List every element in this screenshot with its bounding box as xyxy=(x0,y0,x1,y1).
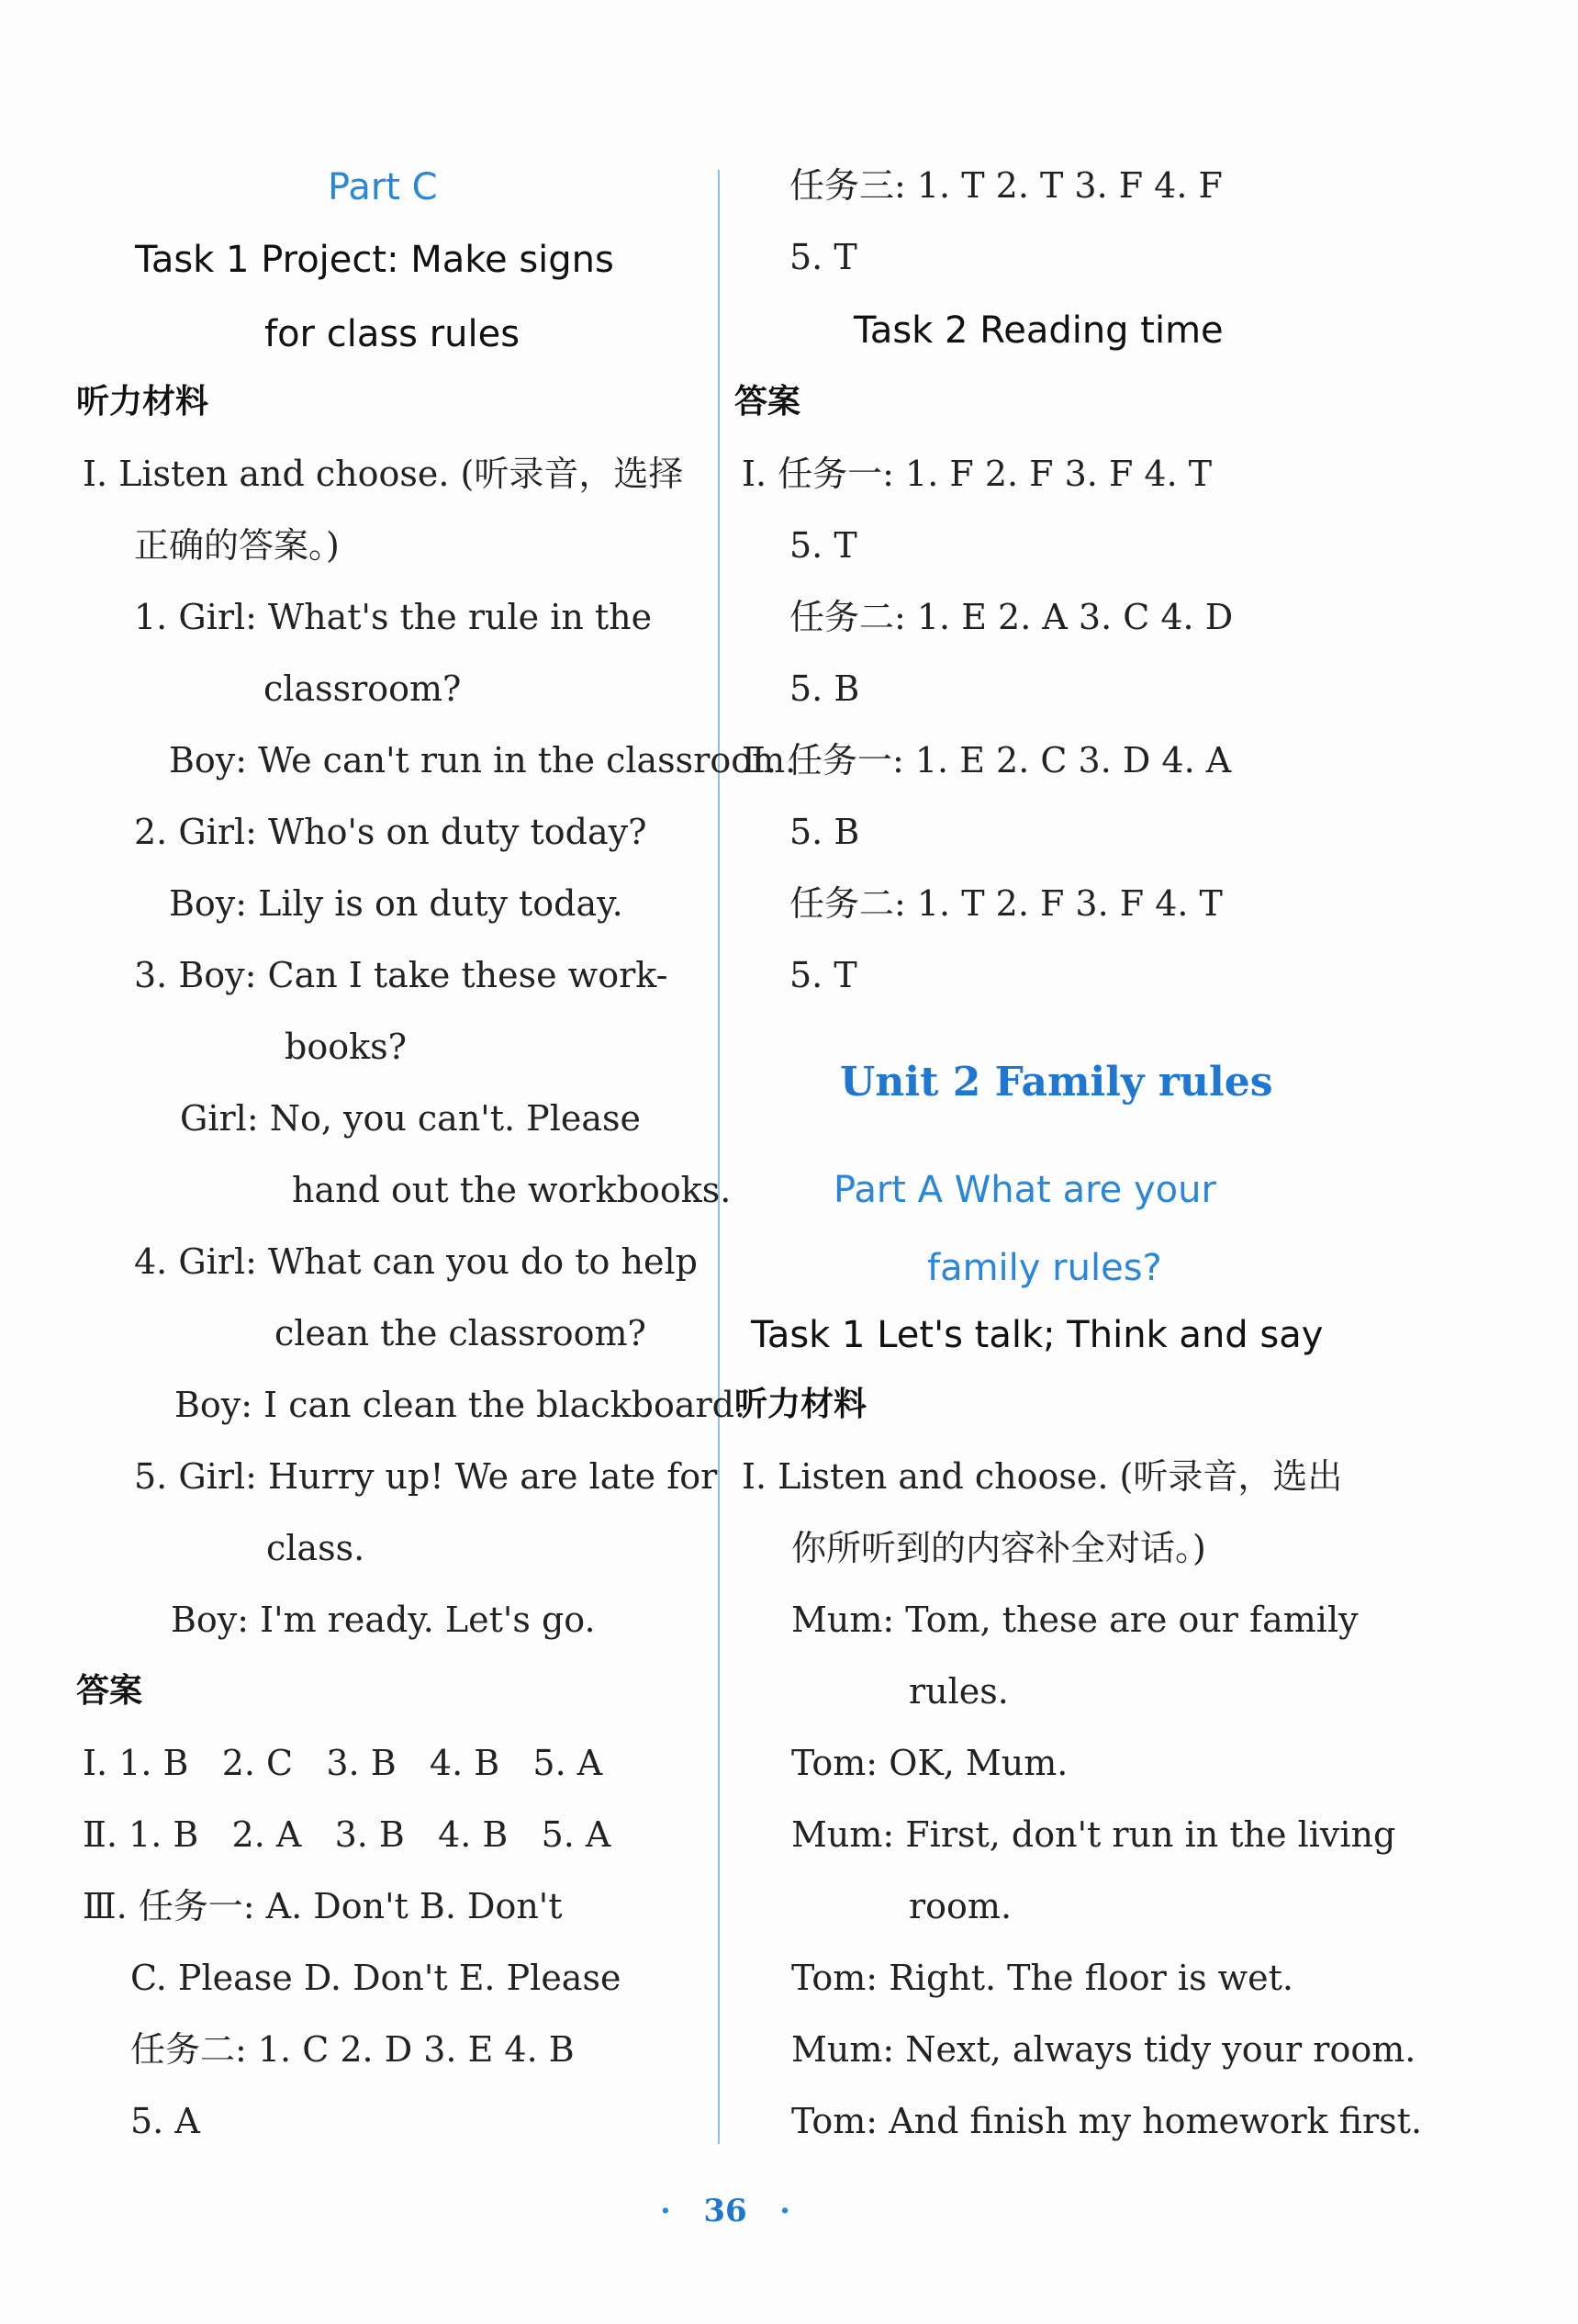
answer-row-1-roman: Ⅰ. xyxy=(83,1743,108,1783)
answer-item: 1. B xyxy=(118,1743,189,1783)
page-number-value: 36 xyxy=(703,2193,747,2229)
right-task3-answers: 任务三: 1. T 2. T 3. F 4. F xyxy=(789,165,1223,206)
listen-instruction: Ⅰ. Listen and choose. (听录音，选择 xyxy=(83,454,684,494)
mum-line-1: Mum: Tom, these are our family xyxy=(791,1600,1359,1640)
right-listen-instruction-cont: 你所听到的内容补全对话。) xyxy=(791,1528,1206,1568)
page-number-dot-right: · xyxy=(779,2193,791,2229)
dialogue-4-girl: 4. Girl: What can you do to help xyxy=(134,1241,698,1282)
page-number xyxy=(0,2193,1450,2229)
unit-title: Unit 2 Family rules xyxy=(840,1059,1273,1106)
right-listen-instruction: Ⅰ. Listen and choose. (听录音，选出 xyxy=(742,1456,1343,1497)
right-answer-1b: 5. T xyxy=(789,525,857,566)
page-number-dot-left: · xyxy=(659,2193,671,2229)
dialogue-1-girl-cont: classroom? xyxy=(263,668,462,709)
mum-line-1-cont: rules. xyxy=(909,1671,1009,1712)
right-answer-1: Ⅰ. 任务一: 1. F 2. F 3. F 4. T xyxy=(742,454,1213,494)
answer-item: 5. A xyxy=(532,1743,603,1783)
dialogue-2-boy: Boy: Lily is on duty today. xyxy=(169,883,623,924)
right-answer-4b: 5. T xyxy=(789,955,857,995)
answer-heading: 答案 xyxy=(76,1672,143,1710)
dialogue-3-girl-cont: hand out the workbooks. xyxy=(292,1170,732,1210)
listening-heading: 听力材料 xyxy=(76,383,209,421)
answer-item: 3. B xyxy=(334,1814,405,1855)
answer-item: 3. B xyxy=(326,1743,397,1783)
tom-line-1: Tom: OK, Mum. xyxy=(791,1743,1069,1783)
part-c-heading: Part C xyxy=(328,166,438,208)
answer-item: 4. B xyxy=(438,1814,509,1855)
right-answer-3b: 5. B xyxy=(789,812,860,852)
dialogue-3-girl: Girl: No, you can't. Please xyxy=(180,1098,642,1139)
listen-instruction-cont: 正确的答案。) xyxy=(134,525,340,566)
answer-row-3: Ⅲ. 任务一: A. Don't B. Don't xyxy=(83,1886,563,1926)
answer-row-3d: 5. A xyxy=(130,2101,200,2141)
dialogue-1-girl: 1. Girl: What's the rule in the xyxy=(134,597,653,637)
dialogue-4-boy: Boy: I can clean the blackboard. xyxy=(174,1385,746,1425)
dialogue-1-boy: Boy: We can't run in the classroom. xyxy=(169,740,797,780)
part-a-heading-cont: family rules? xyxy=(927,1247,1162,1289)
column-divider xyxy=(718,170,720,2144)
task2-title: Task 2 Reading time xyxy=(854,309,1224,352)
mum-line-2-cont: room. xyxy=(909,1886,1013,1926)
right-answer-3: Ⅱ. 任务一: 1. E 2. C 3. D 4. A xyxy=(742,740,1232,780)
task1-title: Task 1 Project: Make signs xyxy=(135,239,614,281)
answer-row-3b: C. Please D. Don't E. Please xyxy=(130,1958,621,1998)
right-answer-2: 任务二: 1. E 2. A 3. C 4. D xyxy=(789,597,1234,637)
answer-item: 2. C xyxy=(221,1743,294,1783)
answer-row-1 xyxy=(83,1739,602,1787)
task1-title-cont: for class rules xyxy=(264,313,520,355)
part-a-heading: Part A What are your xyxy=(834,1169,1216,1211)
dialogue-3-boy-cont: books? xyxy=(285,1027,407,1067)
dialogue-3-boy: 3. Boy: Can I take these work- xyxy=(134,955,668,995)
answer-item: 4. B xyxy=(429,1743,500,1783)
right-answer-4: 任务二: 1. T 2. F 3. F 4. T xyxy=(789,883,1223,924)
right-answer-2b: 5. B xyxy=(789,668,860,709)
dialogue-5-girl: 5. Girl: Hurry up! We are late for xyxy=(134,1456,718,1497)
dialogue-2-girl: 2. Girl: Who's on duty today? xyxy=(134,812,647,852)
right-task3-answers-cont: 5. T xyxy=(789,237,857,277)
right-task1-title: Task 1 Let's talk; Think and say xyxy=(751,1314,1324,1356)
answer-item: 1. B xyxy=(129,1814,199,1855)
mum-line-2: Mum: First, don't run in the living xyxy=(791,1814,1396,1855)
mum-line-3: Mum: Next, always tidy your room. xyxy=(791,2029,1416,2070)
dialogue-5-boy: Boy: I'm ready. Let's go. xyxy=(171,1600,596,1640)
answer-row-2 xyxy=(83,1811,610,1858)
right-answer-heading: 答案 xyxy=(734,383,801,421)
answer-item: 5. A xyxy=(541,1814,611,1855)
dialogue-4-girl-cont: clean the classroom? xyxy=(274,1313,646,1353)
tom-line-3: Tom: And finish my homework first. xyxy=(791,2101,1423,2141)
right-listening-heading: 听力材料 xyxy=(734,1386,867,1423)
answer-row-2-roman: Ⅱ. xyxy=(83,1814,118,1855)
answer-item: 2. A xyxy=(231,1814,302,1855)
answer-row-3c: 任务二: 1. C 2. D 3. E 4. B xyxy=(130,2029,575,2070)
tom-line-2: Tom: Right. The floor is wet. xyxy=(791,1958,1294,1998)
dialogue-5-girl-cont: class. xyxy=(266,1528,365,1568)
